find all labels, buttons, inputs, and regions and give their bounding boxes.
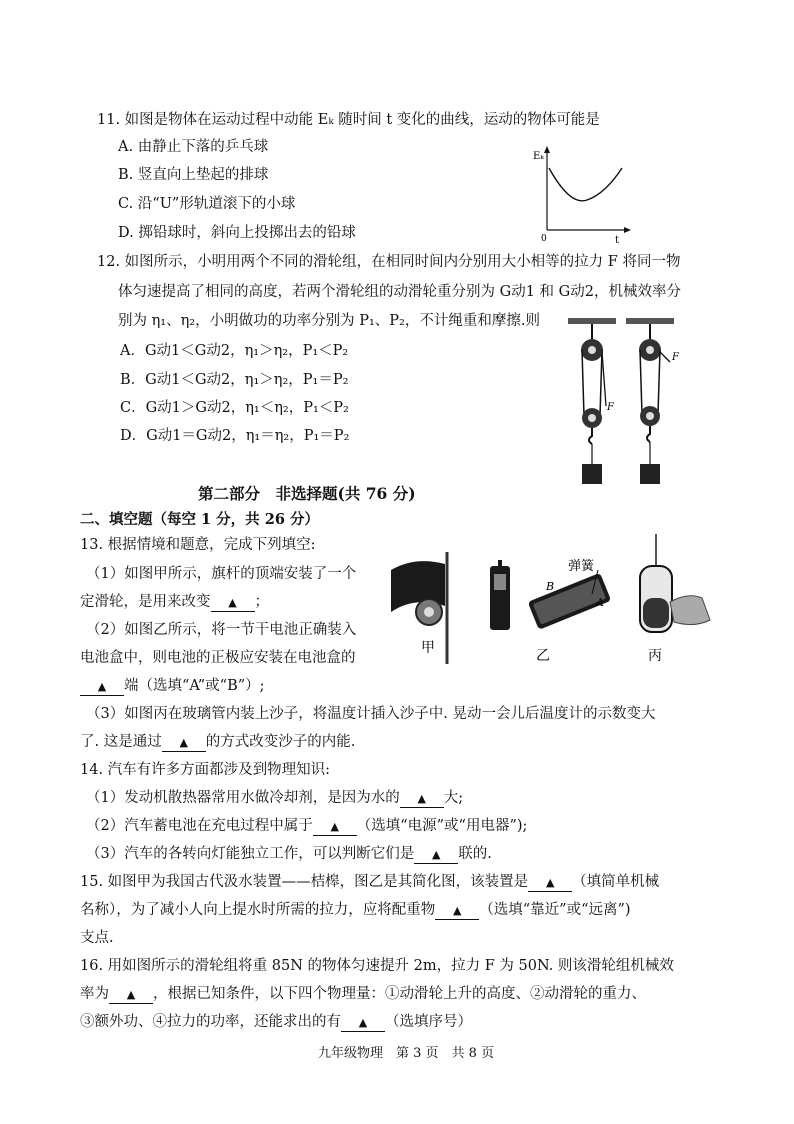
q12-option-d: D．G动1＝G动2，η₁＝η₂，P₁＝P₂ xyxy=(120,428,350,444)
q11-option-d: D. 掷铅球时，斜向上投掷出去的铅球 xyxy=(118,225,356,241)
q12-stem-line-3: 别为 η₁、η₂，小明做功的功率分别为 P₁、P₂，不计绳重和摩擦.则 xyxy=(118,313,540,329)
q15-line-1: 15. 如图甲为我国古代汲水装置——桔槔，图乙是其简化图，该装置是 ▲ （填简单机械 xyxy=(80,874,660,890)
q14-line-2: （2）汽车蓄电池在充电过程中属于 ▲ （选填“电源”或“用电器”); xyxy=(86,818,528,834)
q12-stem-line-1: 12. 如图所示，小明用两个不同的滑轮组，在相同时间内分别用大小相等的拉力 F 将同一物 xyxy=(97,254,681,270)
figure-bing-label: 丙 xyxy=(648,648,662,664)
q16-blank-2[interactable]: ▲ xyxy=(341,1015,385,1032)
q13-line-3a: （3）如图丙在玻璃管内装上沙子，将温度计插入沙子中. 晃动一会儿后温度计的示数变大 xyxy=(86,706,656,722)
q11-option-a: A. 由静止下落的乒乓球 xyxy=(118,139,269,155)
q14-blank-3[interactable]: ▲ xyxy=(414,847,458,864)
part2-title: 第二部分 非选择题(共 76 分) xyxy=(198,484,416,503)
q14-stem: 14. 汽车有许多方面都涉及到物理知识: xyxy=(80,762,331,778)
q13-blank-1[interactable]: ▲ xyxy=(211,595,255,612)
section2-title: 二、填空题（每空 1 分，共 26 分） xyxy=(80,511,319,528)
q11-option-c: C. 沿“U”形轨道滚下的小球 xyxy=(118,196,296,212)
q14-blank-1[interactable]: ▲ xyxy=(400,791,444,808)
force-label-right: F xyxy=(672,352,679,363)
figure-jia-label: 甲 xyxy=(421,640,435,656)
q15-line-3: 支点. xyxy=(80,930,114,946)
page-footer: 九年级物理 第 3 页 共 8 页 xyxy=(318,1046,495,1061)
pulley-systems-figure xyxy=(560,318,700,490)
label-b: B xyxy=(546,580,555,593)
q13-blank-3[interactable]: ▲ xyxy=(162,735,206,752)
q13-line-1b: 定滑轮，是用来改变 ▲ ； xyxy=(80,594,269,610)
q14-blank-2[interactable]: ▲ xyxy=(313,819,357,836)
q14-line-3: （3）汽车的各转向灯能独立工作，可以判断它们是 ▲ 联的. xyxy=(86,846,492,862)
q16-line-2: 率为 ▲ ，根据已知条件，以下四个物理量：①动滑轮上升的高度、②动滑轮的重力、 xyxy=(80,986,646,1002)
q11-option-b: B. 竖直向上垫起的排球 xyxy=(118,167,269,183)
force-label-left: F xyxy=(607,402,614,413)
graph-ylabel: Eₖ xyxy=(533,151,544,162)
q16-blank-1[interactable]: ▲ xyxy=(109,987,153,1004)
figure-yi-label: 乙 xyxy=(536,648,550,664)
q15-blank-2[interactable]: ▲ xyxy=(435,903,479,920)
label-a: A xyxy=(596,596,604,609)
graph-origin: 0 xyxy=(541,234,547,244)
figure-bing-tube xyxy=(624,532,714,668)
q15-line-2: 名称），为了减小人向上提水时所需的拉力，应将配重物 ▲ （选填“靠近”或“远离”) xyxy=(80,902,631,918)
graph-xlabel: t xyxy=(615,235,620,246)
q16-line-3: ③额外功、④拉力的功率，还能求出的有 ▲ （选填序号） xyxy=(80,1014,472,1030)
q14-line-1: （1）发动机散热器常用水做冷却剂，是因为水的 ▲ 大; xyxy=(86,790,464,806)
spring-label: 弹簧 xyxy=(568,559,595,574)
q16-line-1: 16. 用如图所示的滑轮组将重 85N 的物体匀速提升 2m，拉力 F 为 50N. 则该滑轮组机械效 xyxy=(80,958,674,974)
q12-option-b: B．G动1＜G动2，η₁＞η₂，P₁＝P₂ xyxy=(120,372,349,388)
q13-line-3b: 了. 这是通过 ▲ 的方式改变沙子的内能. xyxy=(80,734,356,750)
figure-yi-battery xyxy=(480,552,630,668)
q15-blank-1[interactable]: ▲ xyxy=(528,875,572,892)
q13-stem: 13. 根据情境和题意，完成下列填空: xyxy=(80,537,316,553)
ek-time-graph xyxy=(525,140,635,250)
q12-option-c: C．G动1＞G动2，η₁＜η₂，P₁＜P₂ xyxy=(120,400,349,416)
q13-line-1a: （1）如图甲所示，旗杆的顶端安装了一个 xyxy=(86,566,357,582)
q13-line-2b: 电池盒中，则电池的正极应安装在电池盒的 xyxy=(80,650,356,666)
q12-stem-line-2: 体匀速提高了相同的高度，若两个滑轮组的动滑轮重分别为 G动1 和 G动2，机械效率分 xyxy=(118,284,681,300)
q12-option-a: A．G动1＜G动2，η₁＞η₂，P₁＜P₂ xyxy=(120,343,349,359)
q11-stem: 11. 如图是物体在运动过程中动能 Eₖ 随时间 t 变化的曲线，运动的物体可能是 xyxy=(97,112,600,128)
q13-line-2c: ▲ 端（选填“A”或“B”）; xyxy=(80,676,265,696)
figure-jia-flag xyxy=(385,548,475,668)
q13-blank-2[interactable]: ▲ xyxy=(80,679,124,696)
q13-line-2a: （2）如图乙所示，将一节干电池正确装入 xyxy=(86,622,357,638)
